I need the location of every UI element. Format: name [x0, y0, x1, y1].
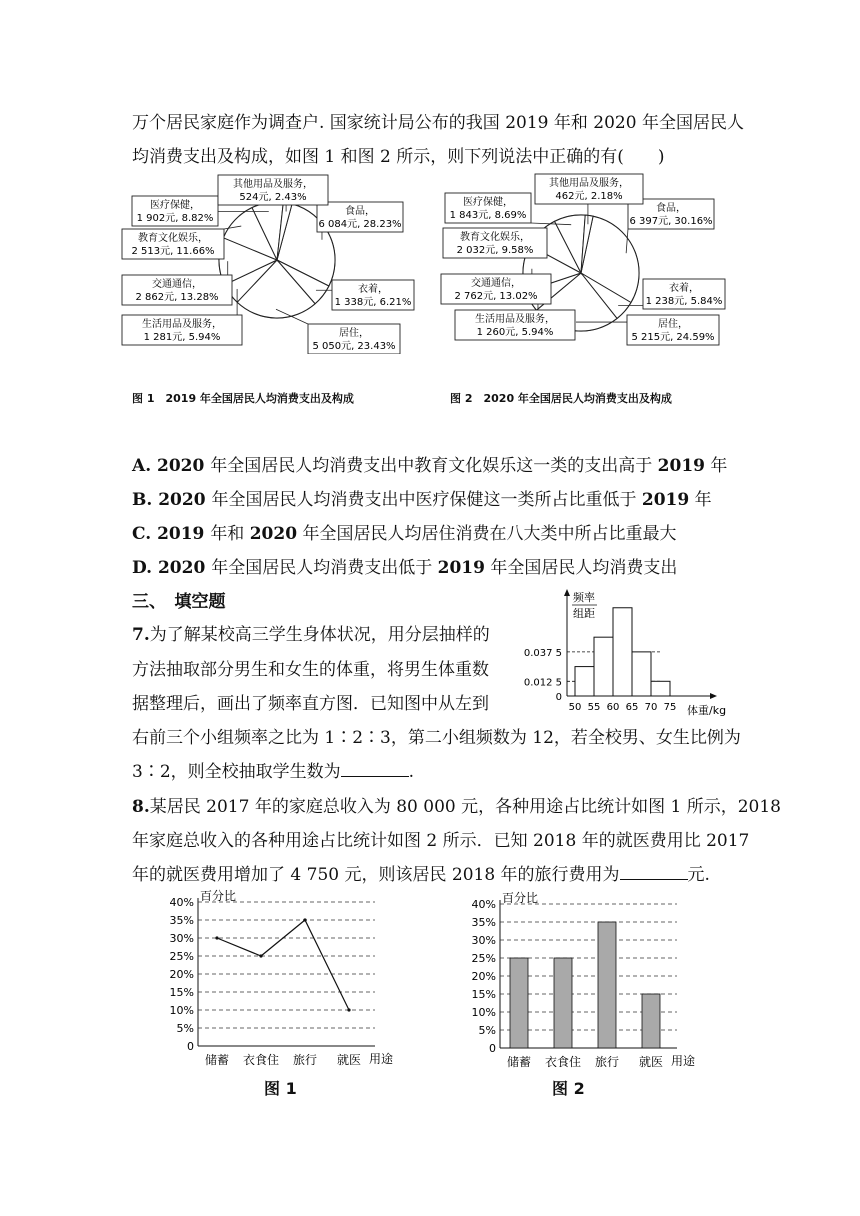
x-tick-label: 就医 [336, 1053, 362, 1067]
x-tick-label: 60 [606, 702, 620, 713]
y-axis-label: 百分比 [502, 891, 539, 905]
q7-line-1 [132, 623, 490, 647]
y-axis-label: 百分比 [200, 889, 237, 903]
y-tick-label: 35% [169, 914, 194, 927]
x-tick-label: 65 [625, 702, 639, 713]
pie-slice-name-6: 医疗保健， [463, 197, 513, 208]
data-point-储蓄 [215, 936, 218, 939]
y-tick-label: 15% [169, 986, 194, 999]
x-tick-label: 储蓄 [204, 1053, 230, 1067]
q7-number: 7. [132, 625, 150, 645]
y-axis-arrow [564, 589, 570, 596]
option-b-label: B. [132, 490, 153, 510]
histogram-bar [575, 667, 594, 696]
option-b [132, 488, 712, 512]
pie-slice-value-1: 1 238元, 5.84% [645, 296, 723, 307]
pie-slice-name-0: 食品， [656, 203, 686, 214]
frequency-histogram [505, 588, 745, 718]
pie-slice-name-5: 教育文化娱乐， [460, 232, 530, 243]
figure-1-caption: 图 1 [264, 1079, 297, 1098]
option-d-tail: 年全国居民人均消费支出 [484, 558, 678, 578]
pie-slice-value-2: 5 050元, 23.43% [312, 341, 396, 352]
x-tick-label: 50 [568, 702, 582, 713]
option-b-text: 年全国居民人均消费支出中医疗保健这一类所占比重低于 [211, 490, 642, 510]
q7-line-4: 右前三个小组频率之比为 1∶2∶3，第二小组频数为 12，若全校男、女生比例为 [132, 728, 741, 748]
line-chart-2017 [160, 888, 420, 1068]
y-axis-label-top: 频率 [573, 591, 595, 604]
histogram-bar [632, 652, 651, 696]
pie-slice-value-1: 1 338元, 6.21% [334, 297, 412, 308]
pie-slice-value-0: 6 084元, 28.23% [318, 219, 402, 230]
data-point-就医 [347, 1008, 350, 1011]
option-d [132, 556, 677, 580]
pie-slice-name-4: 交通通信， [471, 278, 521, 289]
option-d-year2: 2019 [437, 558, 485, 578]
data-point-衣食住 [259, 954, 262, 957]
q8-answer-blank[interactable] [620, 863, 688, 880]
figure-2-caption: 图 2 [552, 1079, 585, 1098]
bar-chart-2018 [462, 890, 722, 1070]
x-tick-label: 75 [663, 702, 677, 713]
x-tick-label: 70 [644, 702, 658, 713]
pie-slice-name-1: 衣着， [669, 283, 699, 294]
pie-slice-value-5: 2 513元, 11.66% [131, 246, 215, 257]
q7-line-5 [132, 760, 414, 784]
pie-slice-name-0: 食品， [345, 206, 375, 217]
q8-line-2: 年家庭总收入的各种用途占比统计如图 2 所示．已知 2018 年的就医费用比 2017 [132, 831, 750, 851]
y-tick-label: 40% [471, 898, 496, 911]
option-d-year: 2020 [152, 558, 212, 578]
pie-slice-name-3: 生活用品及服务， [475, 314, 555, 325]
x-axis-label: 体重/kg [687, 704, 727, 717]
section-heading: 三、 填空题 [132, 592, 226, 612]
y-tick-label: 20% [169, 968, 194, 981]
y-tick-label: 20% [471, 970, 496, 983]
y-tick-label: 30% [471, 934, 496, 947]
y-tick-label: 0 [555, 692, 562, 703]
q7-text-5-end: . [408, 762, 415, 782]
pie-slice-name-7: 其他用品及服务， [549, 178, 629, 189]
option-c-year: 2019 [151, 524, 211, 544]
x-tick-label: 就医 [638, 1055, 664, 1069]
option-a-text: 年全国居民人均消费支出中教育文化娱乐这一类的支出高于 [210, 456, 658, 476]
x-tick-label: 衣食住 [242, 1053, 280, 1067]
bar-衣食住 [554, 958, 572, 1048]
y-tick-label: 0 [187, 1040, 194, 1053]
y-tick-label: 40% [169, 896, 194, 909]
q8-text-3: 年的就医费用增加了 4 750 元，则该居民 2018 年的旅行费用为 [132, 865, 620, 885]
pie-chart-2020 [435, 172, 755, 354]
y-axis-label-bottom: 组距 [573, 607, 595, 620]
y-tick-label: 25% [169, 950, 194, 963]
option-d-text: 年全国居民人均消费支出低于 [211, 558, 438, 578]
x-tick-label: 55 [587, 702, 601, 713]
pie-slice-name-3: 生活用品及服务， [142, 319, 222, 330]
x-axis-arrow [710, 693, 717, 699]
y-tick-label: 15% [471, 988, 496, 1001]
option-b-year2: 2019 [641, 490, 690, 510]
option-d-label: D. [132, 558, 153, 578]
pie-slice-name-4: 交通通信， [152, 279, 202, 290]
histogram-bar [594, 637, 613, 696]
option-a-tail: 年 [705, 456, 728, 476]
y-tick-label: 0.012 5 [523, 677, 562, 689]
intro-line-1: 万个居民家庭作为调查户. 国家统计局公布的我国 2019 年和 2020 年全国居民人 [132, 113, 744, 133]
pie-slice-name-2: 居住， [339, 328, 369, 339]
pie-slice-name-5: 教育文化娱乐， [138, 233, 208, 244]
intro-line-2: 均消费支出及构成，如图 1 和图 2 所示，则下列说法中正确的有( ) [132, 147, 665, 167]
pie-slice-value-2: 5 215元, 24.59% [631, 332, 715, 343]
option-a-year: 2020 [151, 456, 211, 476]
option-b-tail: 年 [689, 490, 712, 510]
bar-就医 [642, 994, 660, 1048]
option-c-text: 年和 [210, 524, 250, 544]
pie-slice-value-4: 2 762元, 13.02% [454, 291, 538, 302]
q8-text-3-end: 元. [687, 865, 710, 885]
pie-slice-value-6: 1 843元, 8.69% [449, 210, 527, 221]
x-tick-label: 储蓄 [506, 1055, 532, 1069]
pie-slice-value-0: 6 397元, 30.16% [629, 216, 713, 227]
q7-line-2: 方法抽取部分男生和女生的体重，将男生体重数 [132, 660, 489, 680]
pie-slice-name-1: 衣着， [358, 284, 388, 295]
histogram-bar [651, 681, 670, 696]
pie-slice-name-6: 医疗保健， [150, 200, 200, 211]
y-tick-label: 0 [489, 1042, 496, 1055]
y-tick-label: 5% [176, 1022, 194, 1035]
pie-slice-name-2: 居住， [658, 319, 688, 330]
q8-line-3 [132, 863, 710, 887]
pie-slice-name-7: 其他用品及服务， [233, 179, 313, 190]
q8-number: 8. [132, 797, 150, 817]
bar-旅行 [598, 922, 616, 1048]
x-tick-label: 旅行 [594, 1055, 620, 1069]
pie-chart-2019 [120, 172, 440, 354]
y-tick-label: 30% [169, 932, 194, 945]
bar-储蓄 [510, 958, 528, 1048]
option-a-label: A. [132, 456, 152, 476]
y-tick-label: 5% [478, 1024, 496, 1037]
pie-caption-1: 图 1 2019 年全国居民人均消费支出及构成 [132, 392, 354, 405]
pie-slice-value-7: 462元, 2.18% [555, 191, 623, 202]
pie-slice-value-7: 524元, 2.43% [239, 192, 307, 203]
pie-slice-value-4: 2 862元, 13.28% [135, 292, 219, 303]
pie-slice-value-3: 1 281元, 5.94% [143, 332, 221, 343]
x-tick-label: 衣食住 [544, 1055, 582, 1069]
q8-line-1 [132, 795, 781, 819]
option-c-label: C. [132, 524, 152, 544]
pie-caption-2: 图 2 2020 年全国居民人均消费支出及构成 [450, 392, 672, 405]
option-c-year2: 2020 [249, 524, 298, 544]
q7-answer-blank[interactable] [341, 760, 409, 777]
y-tick-label: 25% [471, 952, 496, 965]
data-point-旅行 [303, 918, 306, 921]
option-c [132, 522, 676, 546]
histogram-bar [613, 608, 632, 696]
q7-line-3: 据整理后，画出了频率直方图．已知图中从左到 [132, 694, 489, 714]
option-b-year: 2020 [152, 490, 212, 510]
option-c-tail: 年全国居民人均居住消费在八大类中所占比重最大 [297, 524, 677, 544]
y-tick-label: 0.037 5 [523, 647, 562, 659]
y-tick-label: 35% [471, 916, 496, 929]
pie-slice-value-6: 1 902元, 8.82% [136, 213, 214, 224]
option-a-year2: 2019 [657, 456, 705, 476]
q7-text-5: 3∶2，则全校抽取学生数为 [132, 762, 341, 782]
pie-slice-value-3: 1 260元, 5.94% [476, 327, 554, 338]
x-tick-label: 旅行 [292, 1053, 318, 1067]
option-a [132, 454, 727, 478]
q8-text-1: 某居民 2017 年的家庭总收入为 80 000 元，各种用途占比统计如图 1 所示，2018 [149, 797, 781, 817]
x-axis-label: 用途 [671, 1054, 696, 1068]
pie-slice-value-5: 2 032元, 9.58% [456, 245, 534, 256]
y-tick-label: 10% [169, 1004, 194, 1017]
x-axis-label: 用途 [369, 1052, 394, 1066]
series-line [217, 920, 349, 1010]
q7-text-1: 为了解某校高三学生身体状况，用分层抽样的 [149, 625, 490, 645]
y-tick-label: 10% [471, 1006, 496, 1019]
